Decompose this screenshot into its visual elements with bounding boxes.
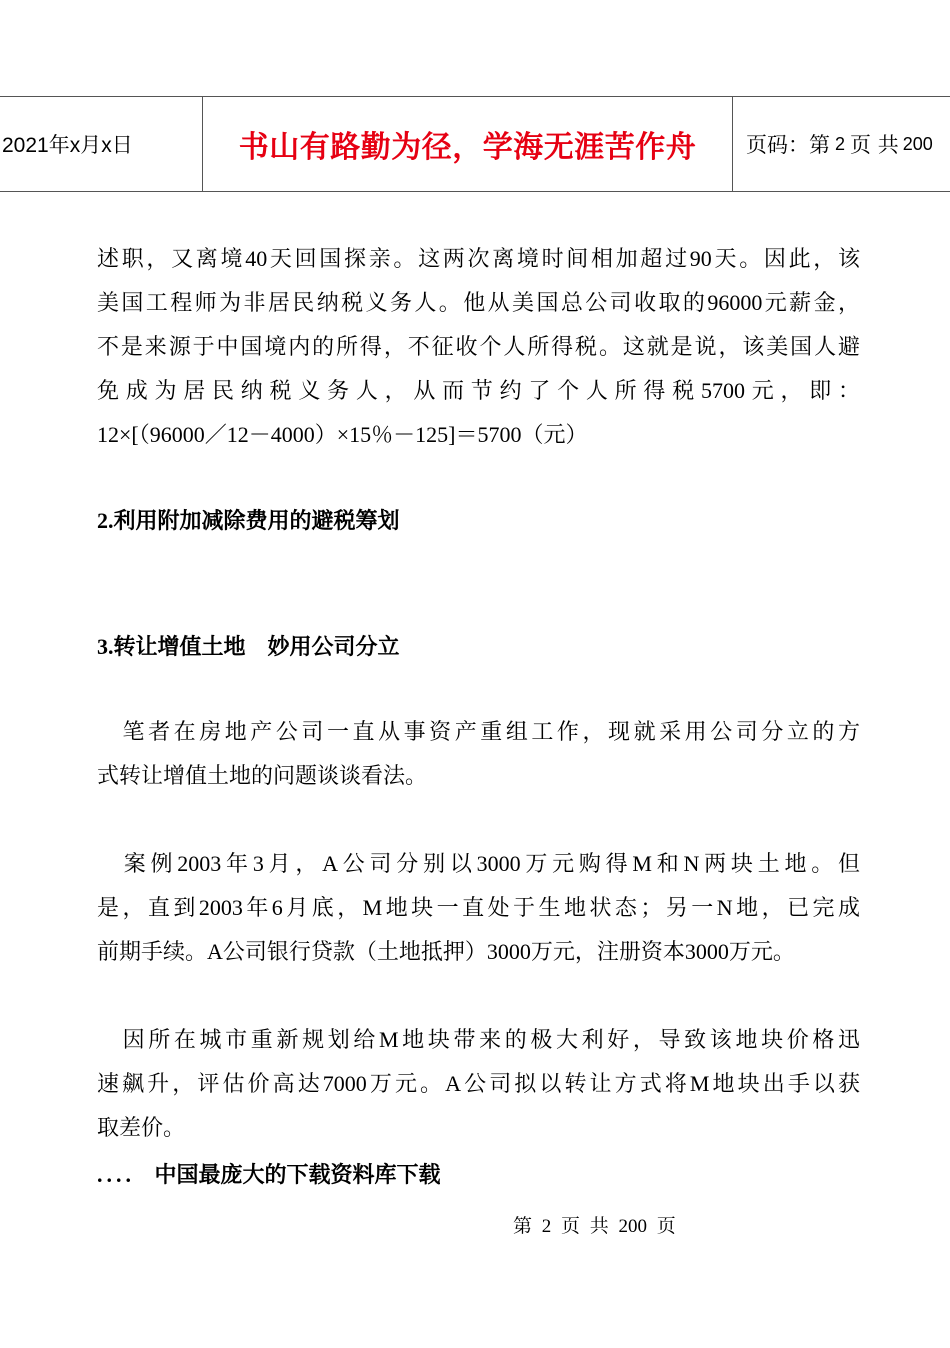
text-line: 笔者在房地产公司一直从事资产重组工作，现就采用公司分立的方 xyxy=(97,719,860,744)
text-line: 速飙升，评估价高达7000万元。A公司拟以转让方式将M地块出手以获 xyxy=(97,1071,860,1096)
header-page-label: 页码：第 xyxy=(746,133,830,157)
section-heading-2: 2.利用附加减除费用的避税筹划 xyxy=(97,508,400,533)
page-footer: 第 2 页 共 200 页 xyxy=(513,1216,676,1237)
header-page-number xyxy=(733,97,950,191)
text-line: 不是来源于中国境内的所得，不征收个人所得税。这就是说，该美国人避 xyxy=(97,334,860,359)
download-note xyxy=(97,1158,441,1189)
section-heading-3: 3.转让增值土地 妙用公司分立 xyxy=(97,634,400,659)
text-line: 式转让增值土地的问题谈谈看法。 xyxy=(97,763,428,788)
text-line: 前期手续。A公司银行贷款（土地抵押）3000万元，注册资本3000万元。 xyxy=(97,939,795,964)
header-page-mid: 页 共 xyxy=(850,133,899,157)
header-page-total: 200 xyxy=(902,133,933,154)
paragraph-case xyxy=(97,842,860,974)
text-line: 取差价。 xyxy=(97,1115,186,1140)
page-header xyxy=(0,96,950,192)
text-line: 12×[（96000／12－4000）×15％－125]＝5700（元） xyxy=(97,422,588,447)
paragraph-valuation xyxy=(97,1018,860,1150)
header-motto: 书山有路勤为径，学海无涯苦作舟 xyxy=(203,97,733,191)
header-date: 2021年x月x日 xyxy=(0,97,203,191)
paragraph-case-tax xyxy=(97,237,860,457)
paragraph-intro xyxy=(97,710,860,798)
text-line: 美国工程师为非居民纳税义务人。他从美国总公司收取的96000元薪金， xyxy=(97,290,860,315)
download-note-dots: .... xyxy=(97,1162,135,1187)
text-line: 案例2003年3月，A公司分别以3000万元购得M和N两块土地。但 xyxy=(97,851,860,876)
text-line: 是，直到2003年6月底，M地块一直处于生地状态；另一N地，已完成 xyxy=(97,895,860,920)
header-page-current: 2 xyxy=(835,133,846,154)
text-line: 免成为居民纳税义务人，从而节约了个人所得税5700元，即： xyxy=(97,378,860,403)
text-line: 述职，又离境40天回国探亲。这两次离境时间相加超过90天。因此，该 xyxy=(97,246,860,271)
text-line: 因所在城市重新规划给M地块带来的极大利好，导致该地块价格迅 xyxy=(97,1027,860,1052)
download-note-text: 中国最庞大的下载资料库下载 xyxy=(154,1162,441,1187)
